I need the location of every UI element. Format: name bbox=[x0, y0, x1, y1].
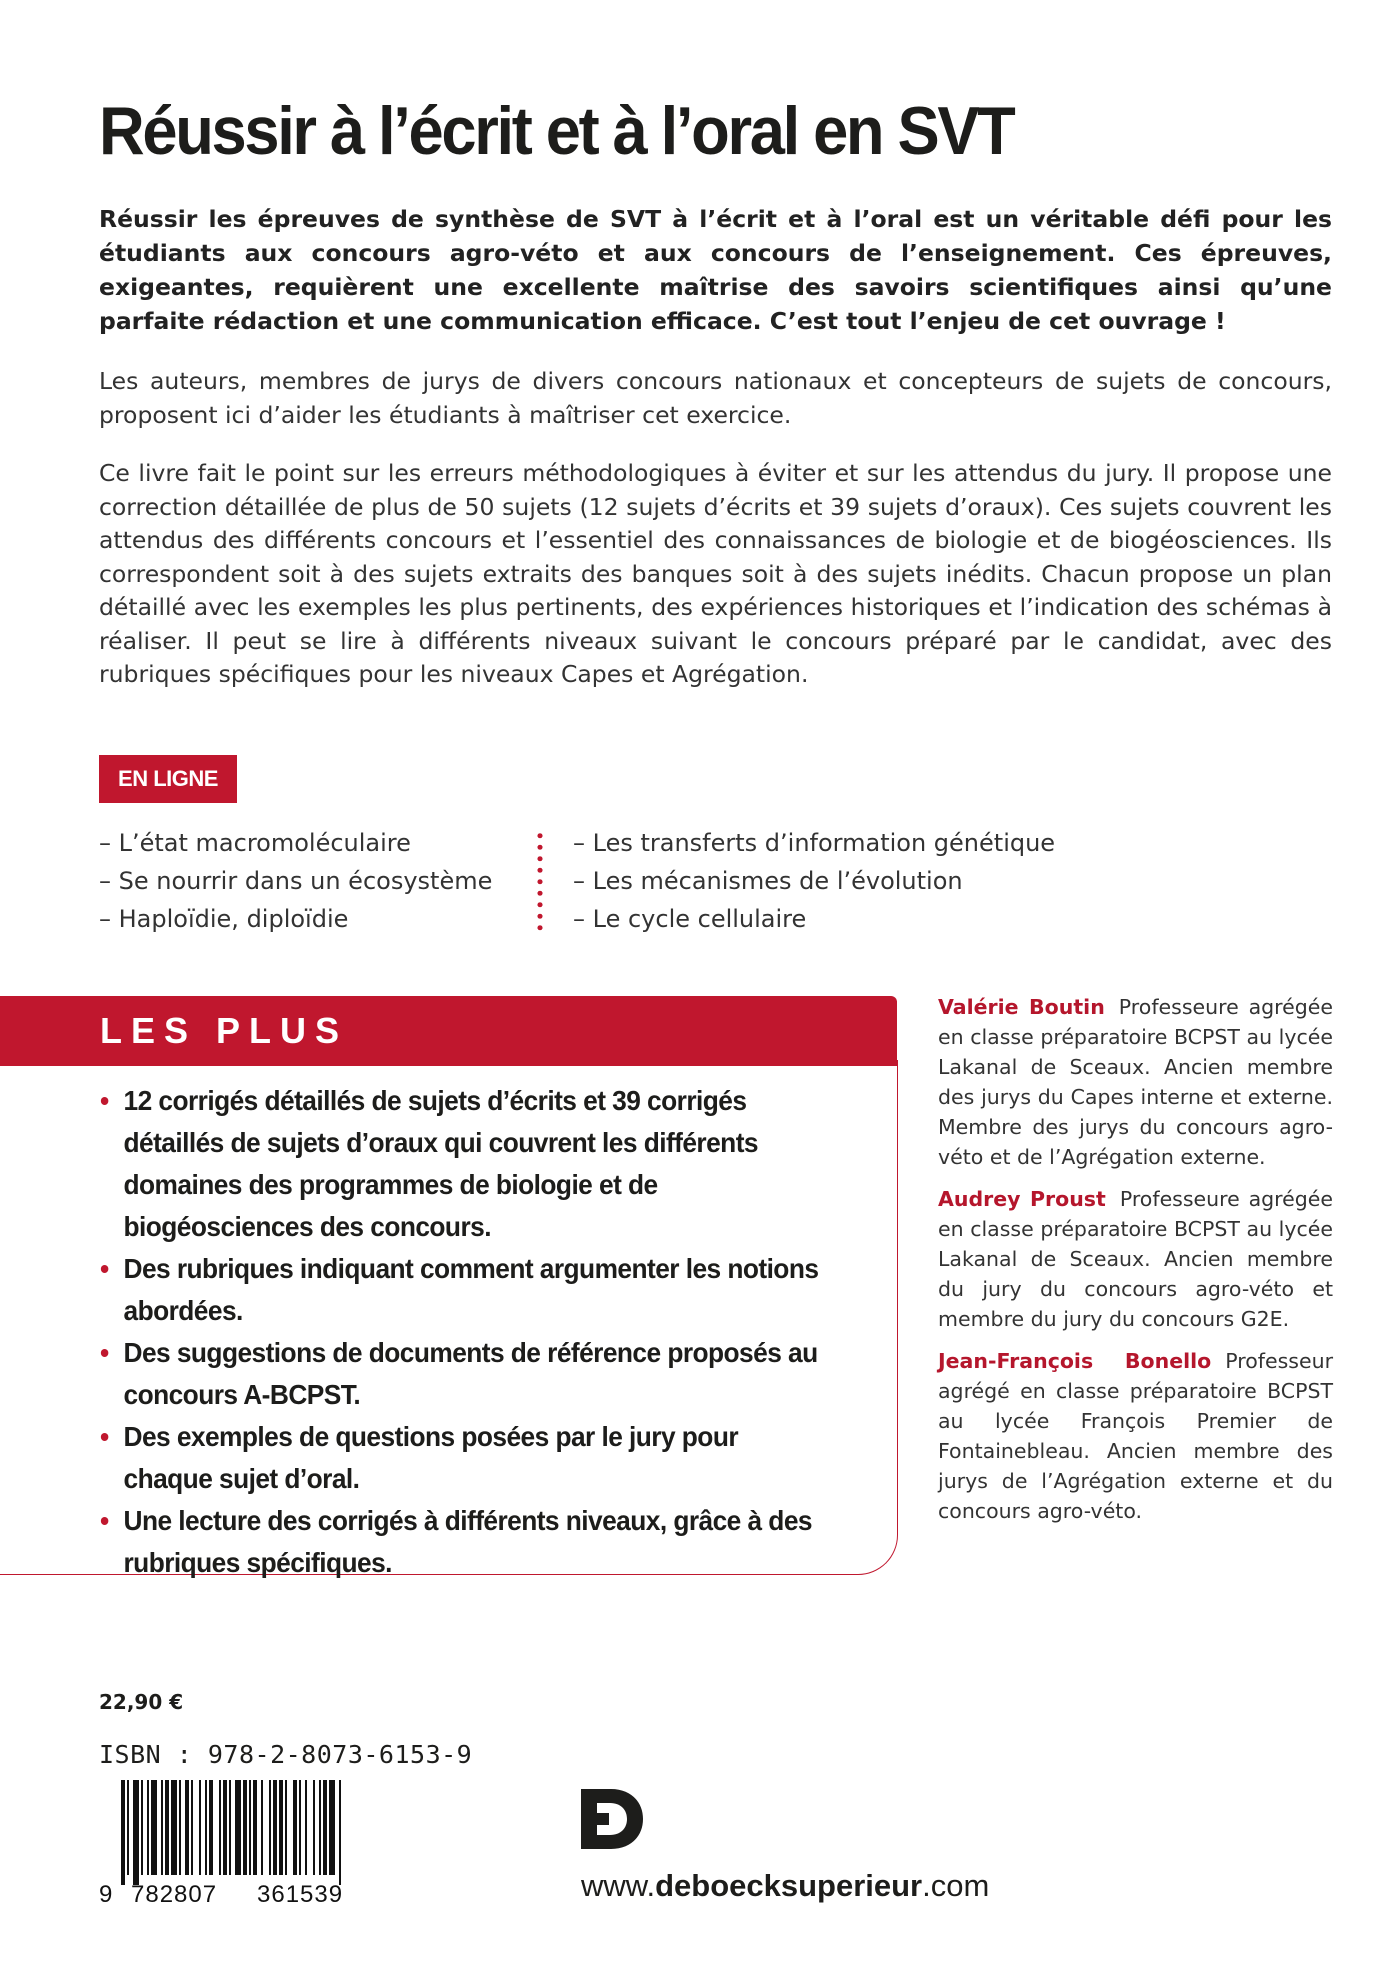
barcode-bar bbox=[273, 1780, 277, 1875]
barcode-bar bbox=[261, 1780, 263, 1875]
bullet-icon: • bbox=[100, 1253, 109, 1284]
barcode-bar bbox=[305, 1780, 307, 1875]
plus-item: • Des suggestions de documents de référence proposés au concours A-BCPST. bbox=[100, 1332, 824, 1416]
barcode-bar bbox=[199, 1780, 201, 1875]
author-entry bbox=[938, 992, 1333, 1172]
barcode-bar bbox=[179, 1780, 181, 1875]
barcode-bar bbox=[219, 1780, 221, 1875]
plus-list bbox=[100, 1080, 870, 1584]
bullet-icon: • bbox=[100, 1337, 109, 1368]
online-topics-left bbox=[99, 824, 492, 938]
plus-item: • Des rubriques indiquant comment argumenter les notions abordées. bbox=[100, 1248, 824, 1332]
online-topic: – Haploïdie, diploïdie bbox=[99, 905, 349, 933]
online-topic: – L’état macromoléculaire bbox=[99, 829, 411, 857]
barcode-bar bbox=[121, 1780, 125, 1885]
barcode-bar bbox=[171, 1780, 177, 1875]
barcode-bar bbox=[185, 1780, 189, 1875]
authors-column bbox=[938, 992, 1333, 1538]
barcode-bar bbox=[323, 1780, 327, 1875]
barcode-bar bbox=[313, 1780, 315, 1875]
barcode-bar bbox=[329, 1780, 335, 1875]
barcode-bar bbox=[293, 1780, 297, 1875]
authors-paragraph: Les auteurs, membres de jurys de divers concours nationaux et concepteurs de sujets de concours, proposent ici d’aider les étudiants à maîtriser cet exercice. bbox=[99, 367, 1332, 429]
barcode-bar bbox=[299, 1780, 301, 1875]
barcode-bar bbox=[319, 1780, 321, 1875]
online-topic: – Les mécanismes de l’évolution bbox=[573, 867, 963, 895]
author-name: Jean-François Bonello bbox=[938, 1349, 1212, 1373]
barcode-bar bbox=[133, 1780, 139, 1885]
bullet-icon: • bbox=[100, 1421, 109, 1452]
content-paragraph: Ce livre fait le point sur les erreurs méthodologiques à éviter et sur les attendus du jury. Il propose une correction détaillée de plus de 50 sujets (12 sujets d’écrits et 39 sujets d’oraux). Ces sujets couvrent les attendus des différents concours et l’essentiel des connaissances de biologie et de biogéosciences. Ils correspondent soit à des sujets extraits des banques soit à des sujets inédits. Chacun propose un plan détaillé avec les exemples les plus pertinents, des expériences historiques et l’indication des schémas à réaliser. Il peut se lire à différents niveaux suivant le concours préparé par le candidat, avec des rubriques spécifiques pour les niveaux Capes et Agrégation. bbox=[99, 459, 1332, 688]
barcode-bar bbox=[243, 1780, 247, 1875]
publisher-logo-icon bbox=[581, 1789, 643, 1849]
barcode-bar bbox=[191, 1780, 193, 1875]
barcode-bar bbox=[209, 1780, 213, 1875]
barcode-digits-right: 361539 bbox=[257, 1881, 344, 1908]
barcode-bar bbox=[141, 1780, 143, 1875]
barcode bbox=[99, 1780, 399, 1910]
author-bio: Professeure agrégée en classe préparatoire BCPST au lycée Lakanal de Sceaux. Ancien membre du jury du concours agro-véto et membre du jury du concours G2E. bbox=[938, 1187, 1334, 1331]
barcode-bar bbox=[165, 1780, 169, 1875]
plus-item: • Une lecture des corrigés à différents niveaux, grâce à des rubriques spécifiques. bbox=[100, 1500, 824, 1584]
bullet-icon: • bbox=[100, 1085, 109, 1116]
author-bio: Professeur agrégé en classe préparatoire BCPST au lycée François Premier de Fontainebleau. Ancien membre des jurys de l’Agrégation externe et du concours agro-véto. bbox=[938, 1349, 1333, 1523]
barcode-bar bbox=[229, 1780, 231, 1875]
author-entry bbox=[938, 1184, 1333, 1334]
barcode-bar bbox=[253, 1780, 257, 1875]
publisher-url[interactable]: www.deboecksuperieur.com bbox=[581, 1868, 990, 1903]
plus-item: • 12 corrigés détaillés de sujets d’écrits et 39 corrigés détaillés de sujets d’oraux qui couvrent les différents domaines des programmes de biologie et de biogéosciences des concours. bbox=[100, 1080, 824, 1248]
plus-banner bbox=[0, 996, 897, 1066]
barcode-bar bbox=[249, 1780, 251, 1875]
plus-title: LES PLUS bbox=[100, 1010, 349, 1051]
book-title: Réussir à l’écrit et à l’oral en SVT bbox=[99, 93, 1014, 169]
bullet-icon: • bbox=[100, 1505, 109, 1536]
barcode-bar bbox=[223, 1780, 227, 1875]
intro-paragraph: Réussir les épreuves de synthèse de SVT à l’écrit et à l’oral est un véritable défi pour les étudiants aux concours agro-véto et aux concours de l’enseignement. Ces épreuves, exigeantes, requièrent une excellente maîtrise des savoirs scientifiques ainsi qu’une parfaite rédaction et une communication efficace. C’est tout l’enjeu de cet ouvrage ! bbox=[99, 205, 1332, 335]
barcode-bar bbox=[205, 1780, 207, 1875]
online-topic: – Le cycle cellulaire bbox=[573, 905, 807, 933]
author-entry bbox=[938, 1346, 1333, 1526]
online-topic: – Se nourrir dans un écosystème bbox=[99, 867, 493, 895]
dotted-divider bbox=[536, 830, 544, 934]
barcode-digits-mid: 782807 bbox=[131, 1881, 218, 1908]
barcode-bar bbox=[161, 1780, 163, 1875]
barcode-bar bbox=[279, 1780, 283, 1875]
barcode-bar bbox=[127, 1780, 129, 1875]
price: 22,90 € bbox=[99, 1690, 184, 1714]
barcode-bar bbox=[147, 1780, 149, 1875]
barcode-bar bbox=[285, 1780, 287, 1875]
barcode-bar bbox=[235, 1780, 241, 1875]
plus-item: • Des exemples de questions posées par le jury pour chaque sujet d’oral. bbox=[100, 1416, 824, 1500]
barcode-bar bbox=[151, 1780, 157, 1875]
barcode-bar bbox=[269, 1780, 271, 1875]
online-badge: EN LIGNE bbox=[99, 755, 237, 803]
barcode-digit-left: 9 bbox=[99, 1881, 113, 1908]
author-name: Audrey Proust bbox=[938, 1187, 1106, 1211]
author-bio: Professeure agrégée en classe préparatoire BCPST au lycée Lakanal de Sceaux. Ancien membre des jurys du Capes interne et externe. Membre des jurys du concours agro-véto et de l’Agrégation externe. bbox=[938, 995, 1333, 1169]
online-topic: – Les transferts d’information génétique bbox=[573, 829, 1056, 857]
barcode-bar bbox=[339, 1780, 341, 1885]
online-topics-right bbox=[573, 824, 1055, 938]
author-name: Valérie Boutin bbox=[938, 995, 1105, 1019]
isbn: ISBN : 978-2-8073-6153-9 bbox=[99, 1740, 473, 1769]
